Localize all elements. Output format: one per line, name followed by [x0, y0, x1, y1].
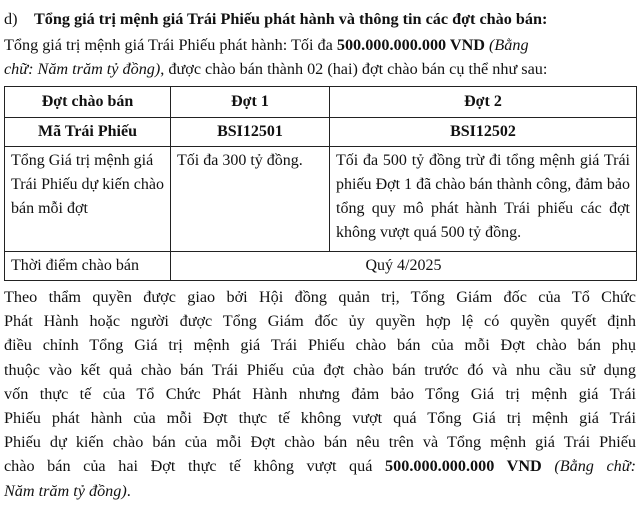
body-amount-words-start: (Bằng chữ: [541, 457, 636, 476]
intro-amount-words-start: (Bằng [484, 36, 529, 54]
offering-time-value: Quý 4/2025 [171, 252, 637, 281]
section-label: d) [4, 10, 18, 28]
body-line-3: điều chỉnh Tổng Giá trị mệnh giá Trái Phiếu chào bán của mỗi Đợt chào bán phụ [4, 336, 636, 355]
table-header-row [5, 87, 637, 118]
table-row-face-value [5, 147, 637, 252]
intro-line-2 [4, 57, 636, 81]
body-text-end: chào bán của hai Đợt thực tế không vượt quá [4, 457, 386, 476]
table-row-bond-code [5, 118, 637, 147]
section-title: Tổng giá trị mệnh giá Trái Phiếu phát hành và thông tin các đợt chào bán: [34, 10, 548, 28]
offering-time-label: Thời điểm chào bán [5, 252, 171, 281]
bond-code-round-2: BSI12502 [330, 118, 637, 147]
body-line-6: Phiếu phát hành của mỗi Đợt thực tế không vượt quá Tổng Giá trị mệnh giá Trái [4, 409, 636, 428]
bond-offering-table [4, 86, 637, 281]
body-line-9 [4, 479, 636, 503]
intro-text: Tổng giá trị mệnh giá Trái Phiếu phát hành: Tối đa [4, 36, 337, 54]
section-heading [4, 7, 636, 33]
header-round-1: Đợt 1 [171, 87, 330, 118]
body-period: . [126, 481, 131, 500]
body-line-8 [4, 454, 636, 478]
body-line-7: Phiếu dự kiến chào bán của mỗi Đợt chào bán nêu trên và Tổng mệnh giá Trái Phiếu [4, 433, 636, 452]
body-line-5: vốn thực tế của Tổ Chức Phát Hành nhưng đảm bảo Tổng Giá trị mệnh giá Trái [4, 384, 636, 403]
body-line-4: thuộc vào kết quả chào bán Trái Phiếu của đợt chào bán trước đó và nhu cầu sử dụng [4, 360, 636, 379]
bond-code-round-1: BSI12501 [171, 118, 330, 147]
header-round-2: Đợt 2 [330, 87, 637, 118]
intro-line-1 [4, 33, 636, 57]
intro-amount-words-end: chữ: Năm trăm tỷ đồng) [4, 60, 161, 78]
body-amount: 500.000.000.000 VND [385, 457, 542, 476]
face-value-label: Tổng Giá trị mệnh giá Trái Phiếu dự kiến chào bán mỗi đợt [5, 147, 171, 252]
body-amount-words-end: Năm trăm tỷ đồng) [4, 481, 127, 500]
bond-code-label: Mã Trái Phiếu [5, 118, 171, 147]
intro-paragraph [4, 33, 636, 81]
body-paragraph [4, 285, 636, 503]
document-page [0, 7, 640, 521]
intro-amount: 500.000.000.000 VND [336, 36, 485, 54]
intro-text-rest: , được chào bán thành 02 (hai) đợt chào bán cụ thể như sau: [160, 60, 548, 78]
body-line-1: Theo thẩm quyền được giao bởi Hội đồng quản trị, Tổng Giám đốc của Tổ Chức [4, 288, 636, 306]
body-line-2: Phát Hành hoặc người được Tổng Giám đốc ủy quyền hợp lệ có quyền quyết định [4, 312, 636, 331]
face-value-round-2: Tối đa 500 tỷ đồng trừ đi tổng mệnh giá Trái phiếu Đợt 1 đã chào bán thành công, đảm bảo tổng quy mô phát hành Trái phiếu các đợt không vượt quá 500 tỷ đồng. [330, 147, 637, 252]
header-offering-round: Đợt chào bán [5, 87, 171, 118]
table-row-offering-time [5, 252, 637, 281]
face-value-round-1: Tối đa 300 tỷ đồng. [171, 147, 330, 252]
